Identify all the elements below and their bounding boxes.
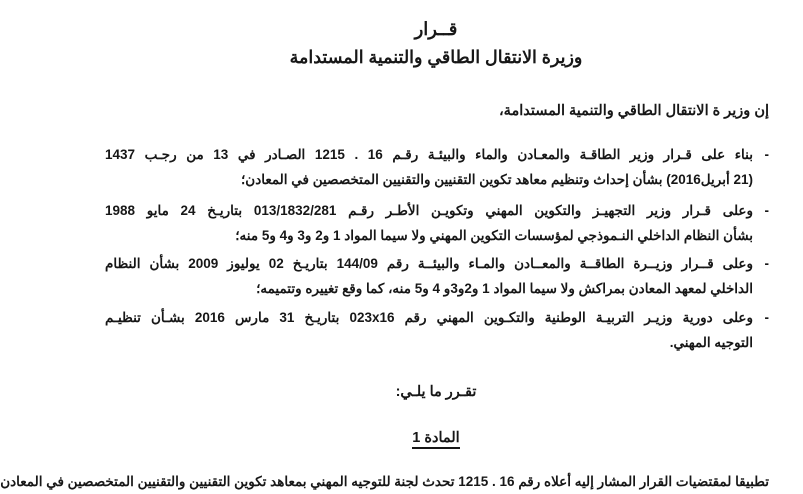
intro-clause: إن وزير ة الانتقال الطاقي والتنمية المستدامة، <box>499 103 769 119</box>
clipped-text-line: تطبيقا لمقتضيات القرار المشار إليه أعلاه رقم 16 . 1215 تحدث لجنة للتوجيه المهني بمعاهد تكوين التقنيين والتقنيين المتخصصين في المعادن <box>0 474 769 489</box>
preamble-item-1-line-1: بناء على قـرار وزير الطاقـة والمعـادن والماء والبيئـة رقـم 16 . 1215 الصـادر في 13 من رجـب 1437 <box>105 147 753 162</box>
preamble-item-1 <box>105 142 769 192</box>
article-1-heading <box>69 430 803 449</box>
preamble-item-4-line-1: وعلى دورية وزيـر التربيـة الوطنية والتكـوين المهني رقم 023x16 بتاريـخ 31 مارس 2016 بشـأن تنظيـم <box>105 310 753 325</box>
preamble-item-3-line-2: الداخلي لمعهد المعادن بمراكش ولا سيما المواد 1 و2و3و 4 و5 منه، كما وقع تغييره وتتميمه؛ <box>256 281 753 296</box>
preamble-item-2-line-1: وعلى قـرار وزير التجهيـز والتكوين المهني وتكويـن الأطـر رقـم 013/1832/281 بتاريـخ 24 مايو 1988 <box>105 203 754 218</box>
article-1-heading-text: المادة 1 <box>412 430 459 449</box>
bullet-dash: - <box>764 256 769 271</box>
decree-title: قــرار <box>414 19 458 39</box>
ministry-title: وزيرة الانتقال الطاقي والتنمية المستدامة <box>289 47 583 67</box>
bullet-dash: - <box>764 147 769 162</box>
decision-heading: تقـرر ما يلـي: <box>395 384 477 400</box>
bullet-dash: - <box>764 310 769 325</box>
preamble-item-3-line-1: وعلى قــرار وزيــرة الطاقــة والمعــادن والمـاء والبيئــة رقم 144/09 بتاريـخ 02 يوليوز 2009 بشأن النظام <box>105 256 753 271</box>
preamble-item-1-line-2: (21 أبريل2016) بشأن إحداث وتنظيم معاهد تكوين التقنيين والتقنيين المتخصصين في المعادن؛ <box>240 172 753 187</box>
preamble-item-2-line-2: بشأن النظام الداخلي النـموذجي لمؤسسات التكوين المهني ولا سيما المواد 1 و2 و3 و4 و5 منه؛ <box>235 228 753 243</box>
preamble-list <box>105 0 769 475</box>
preamble-item-4-line-2: التوجيه المهني. <box>669 335 753 350</box>
preamble-item-2 <box>105 198 769 248</box>
preamble-item-4 <box>105 305 769 355</box>
bullet-dash: - <box>764 203 769 218</box>
preamble-item-3 <box>105 251 769 301</box>
